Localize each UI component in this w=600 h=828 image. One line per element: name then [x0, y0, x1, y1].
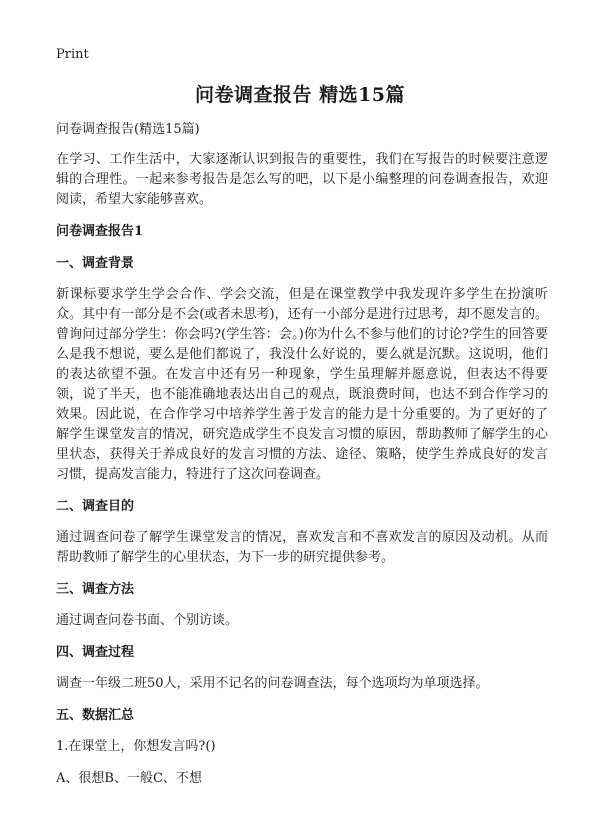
question-text: 1.在课堂上，你想发言吗?() [56, 739, 216, 754]
section-text-background: 新课标要求学生学会合作、学会交流，但是在课堂教学中我发现许多学生在扮演听众。其中有一部分是不会(或者未思考)，还有一小部分是进行过思考，却不愿发言的。曾询问过部分学生：你会吗?(学生答：会。)你为什么不参与他们的讨论?学生的回答要么是我不想说，要么是他们都说了，我没什么好说的，要么就是沉默。这说明，他们的表达欲望不强。在发言中还有另一种现象，学生虽理解并愿意说，但表达不得要领，说了半天，也不能准确地表达出自己的观点，既浪费时间，也达不到合作学习的效果。因此说，在合作学习中培养学生善于发言的能力是十分重要的。为了更好的了解学生课堂发言的情况，研究造成学生不良发言习惯的原因，帮助教师了解学生的心里状态，获得关于养成良好的发言习惯的方法、途径、策略，使学生养成良好的发言习惯，提高发言能力，特进行了这次问卷调查。 [56, 287, 548, 482]
section-heading-process: 四、调查过程 [56, 645, 135, 660]
section-text-method: 通过调查问卷书面、个别访谈。 [56, 613, 239, 628]
section-heading-purpose: 二、调查目的 [56, 499, 135, 514]
answer-options: A、很想B、一般C、不想 [56, 771, 202, 786]
document-subtitle: 问卷调查报告(精选15篇) [56, 122, 200, 137]
section-heading-data-summary: 五、数据汇总 [56, 708, 135, 723]
document-body [56, 120, 548, 789]
report-heading: 问卷调查报告1 [56, 224, 144, 239]
intro-paragraph: 在学习、工作生活中，大家逐渐认识到报告的重要性，我们在写报告的时候要注意逻辑的合理性。一起来参考报告是怎么写的吧，以下是小编整理的问卷调查报告，欢迎阅读，希望大家能够喜欢。 [56, 152, 548, 207]
section-text-purpose: 通过调查问卷了解学生课堂发言的情况，喜欢发言和不喜欢发言的原因及动机。从而帮助教师了解学生的心里状态，为下一步的研究提供参考。 [56, 530, 548, 565]
section-heading-background: 一、调查背景 [56, 256, 135, 271]
print-link[interactable]: Print [56, 47, 89, 62]
document-title: 问卷调查报告 精选15篇 [194, 84, 406, 106]
section-text-process: 调查一年级二班50人，采用不记名的问卷调查法，每个选项均为单项选择。 [56, 676, 489, 691]
section-heading-method: 三、调查方法 [56, 582, 135, 597]
